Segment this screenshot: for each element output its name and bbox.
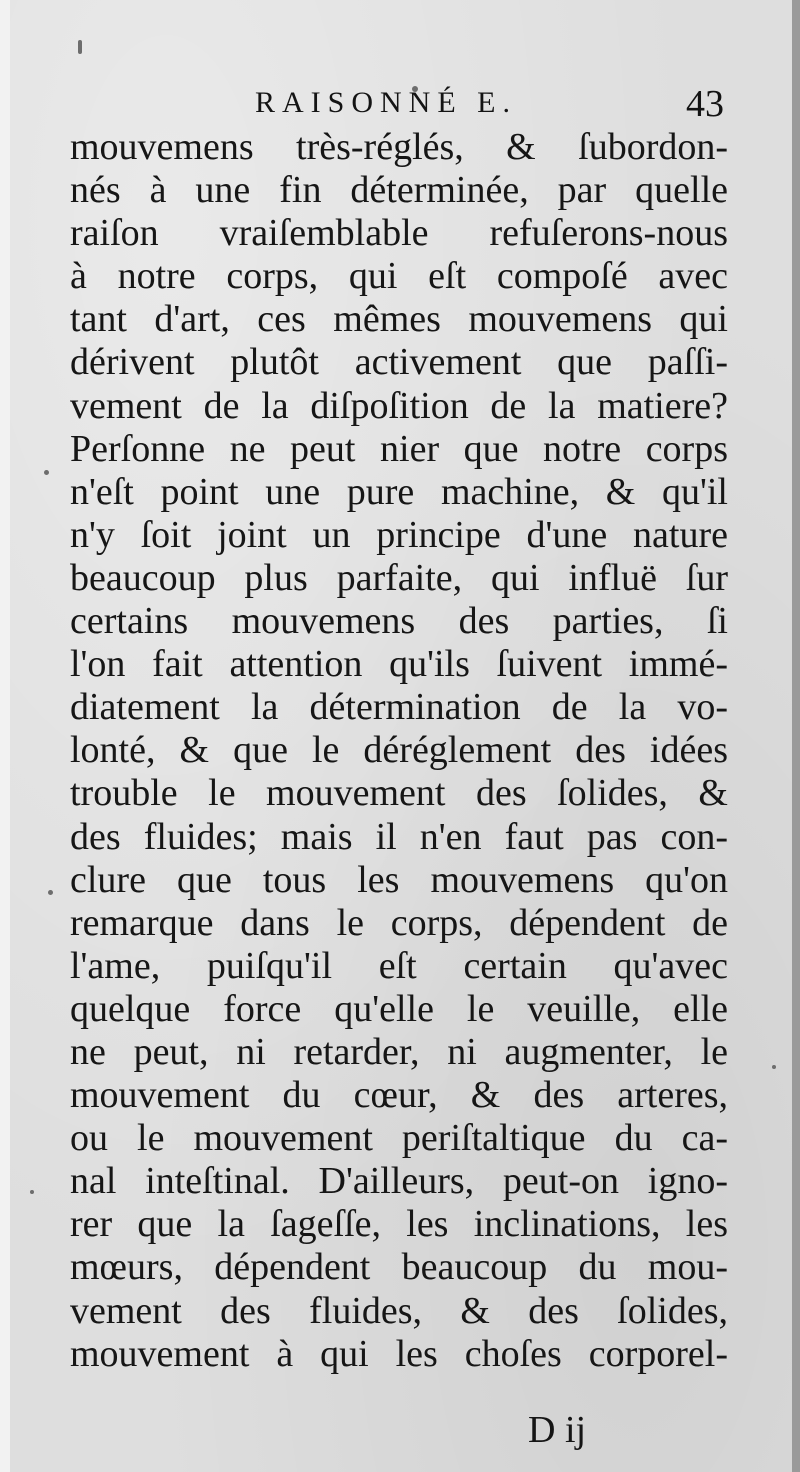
text-line: vement des fluides, & des ſolides, — [70, 1289, 728, 1332]
text-line: trouble le mouvement des ſolides, & — [70, 772, 728, 815]
text-line: remarque dans le corps, dépendent de — [70, 901, 728, 944]
text-line: mouvement à qui les choſes corporel- — [70, 1332, 728, 1375]
text-line: l'ame, puiſqu'il eſt certain qu'avec — [70, 944, 728, 987]
ink-speck — [48, 890, 53, 895]
text-line: diatement la détermination de la vo- — [70, 686, 728, 729]
text-line: mœurs, dépendent beaucoup du mou- — [70, 1246, 728, 1289]
text-line: nal inteſtinal. D'ailleurs, peut-on igno- — [70, 1160, 728, 1203]
text-line: n'eſt point une pure machine, & qu'il — [70, 470, 728, 513]
text-line: Perſonne ne peut nier que notre corps — [70, 427, 728, 470]
text-line: à notre corps, qui eſt compoſé avec — [70, 255, 728, 298]
text-line: beaucoup plus parfaite, qui influë ſur — [70, 556, 728, 599]
text-line: nés à une fin déterminée, par quelle — [70, 169, 728, 212]
text-line: ne peut, ni retarder, ni augmenter, le — [70, 1030, 728, 1073]
ink-speck — [30, 1190, 34, 1194]
page-header — [70, 80, 732, 128]
text-line: vement de la diſpoſition de la matiere? — [70, 384, 728, 427]
text-line: mouvement du cœur, & des arteres, — [70, 1074, 728, 1117]
text-line: dérivent plutôt activement que paſſi- — [70, 341, 728, 384]
text-line: ou le mouvement periſtaltique du ca- — [70, 1117, 728, 1160]
ink-speck — [44, 470, 49, 475]
signature-mark: D ij — [528, 1409, 587, 1451]
text-line: certains mouvemens des parties, ſi — [70, 600, 728, 643]
page-number: 43 — [686, 83, 724, 125]
running-title: RAISONNÉ E. — [255, 86, 517, 119]
text-line: des fluides; mais il n'en faut pas con- — [70, 815, 728, 858]
text-line: n'y ſoit joint un principe d'une nature — [70, 513, 728, 556]
text-line: mouvemens très-réglés, & ſubordon- — [70, 126, 728, 168]
ink-speck — [772, 1065, 776, 1069]
text-line: raiſon vraiſemblable refuſerons-nous — [70, 212, 728, 255]
text-line: l'on fait attention qu'ils ſuivent immé- — [70, 643, 728, 686]
text-line: rer que la ſageſſe, les inclinations, les — [70, 1203, 728, 1246]
text-line: quelque force qu'elle le veuille, elle — [70, 987, 728, 1030]
text-line: clure que tous les mouvemens qu'on — [70, 858, 728, 901]
body-text — [70, 126, 728, 1376]
ink-speck — [78, 40, 82, 54]
text-line: tant d'art, ces mêmes mouvemens qui — [70, 298, 728, 341]
text-line: lonté, & que le déréglement des idées — [70, 729, 728, 772]
